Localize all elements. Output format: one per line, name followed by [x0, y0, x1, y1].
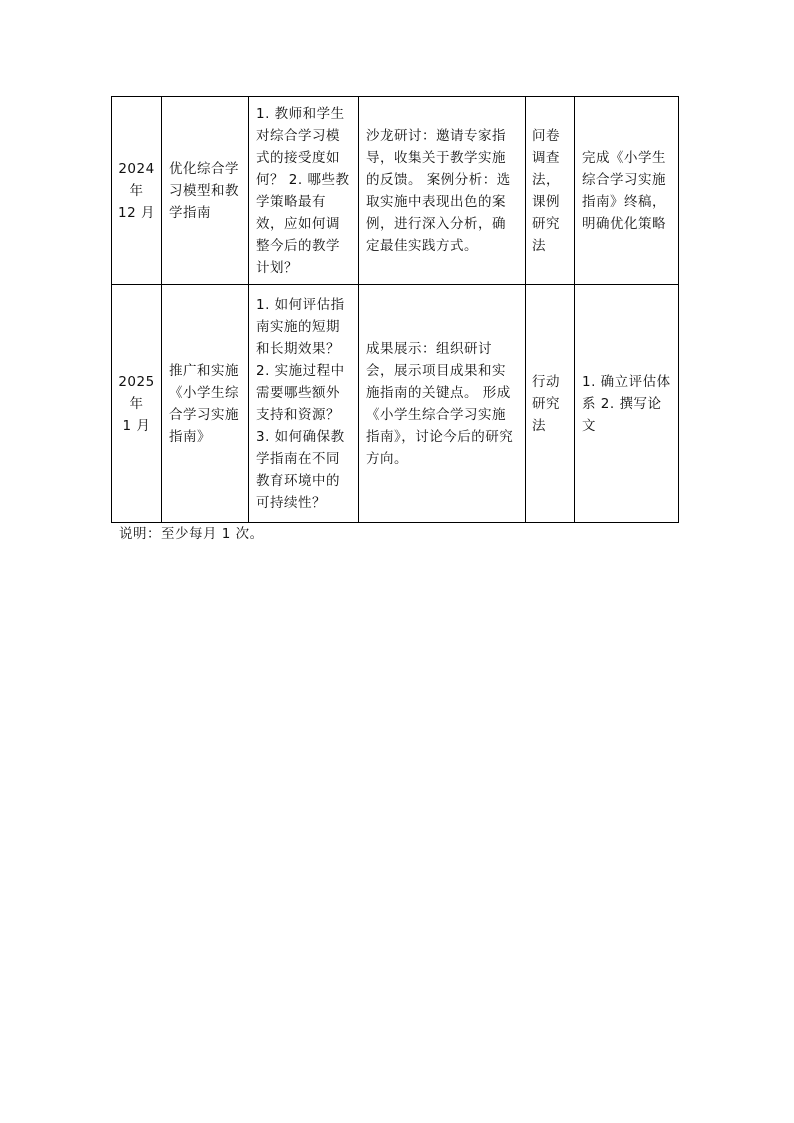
time-year-unit: 年	[129, 395, 144, 412]
time-year: 2024	[118, 160, 155, 177]
research-plan-table	[111, 96, 679, 523]
time-cell	[112, 97, 162, 285]
outcomes-cell: 1. 确立评估体系 2. 撰写论文	[575, 285, 679, 523]
time-year: 2025	[118, 373, 155, 390]
time-month: 1 月	[122, 417, 151, 434]
stage-cell: 推广和实施《小学生综合学习实施指南》	[162, 285, 249, 523]
time-cell	[112, 285, 162, 523]
activities-cell: 沙龙研讨：邀请专家指导，收集关于教学实施的反馈。 案例分析：选取实施中表现出色的案例，进行深入分析，确定最佳实践方式。	[359, 97, 526, 285]
methods-cell: 问卷调查法，课例研究法	[526, 97, 575, 285]
stage-cell: 优化综合学习模型和教学指南	[162, 97, 249, 285]
methods-cell: 行动研究法	[526, 285, 575, 523]
table-row	[112, 97, 679, 285]
outcomes-cell: 完成《小学生综合学习实施指南》终稿，明确优化策略	[575, 97, 679, 285]
table-row	[112, 285, 679, 523]
questions-cell: 1. 教师和学生对综合学习模式的接受度如何？ 2. 哪些教学策略最有效，应如何调整今后的教学计划？	[249, 97, 359, 285]
activities-cell: 成果展示：组织研讨会，展示项目成果和实施指南的关键点。 形成《小学生综合学习实施指南》，讨论今后的研究方向。	[359, 285, 526, 523]
time-month: 12 月	[118, 204, 155, 221]
time-year-unit: 年	[129, 182, 144, 199]
questions-cell: 1. 如何评估指南实施的短期和长期效果？ 2. 实施过程中需要哪些额外支持和资源？ 3. 如何确保教学指南在不同教育环境中的可持续性？	[249, 285, 359, 523]
table-note: 说明：至少每月 1 次。	[119, 526, 264, 542]
